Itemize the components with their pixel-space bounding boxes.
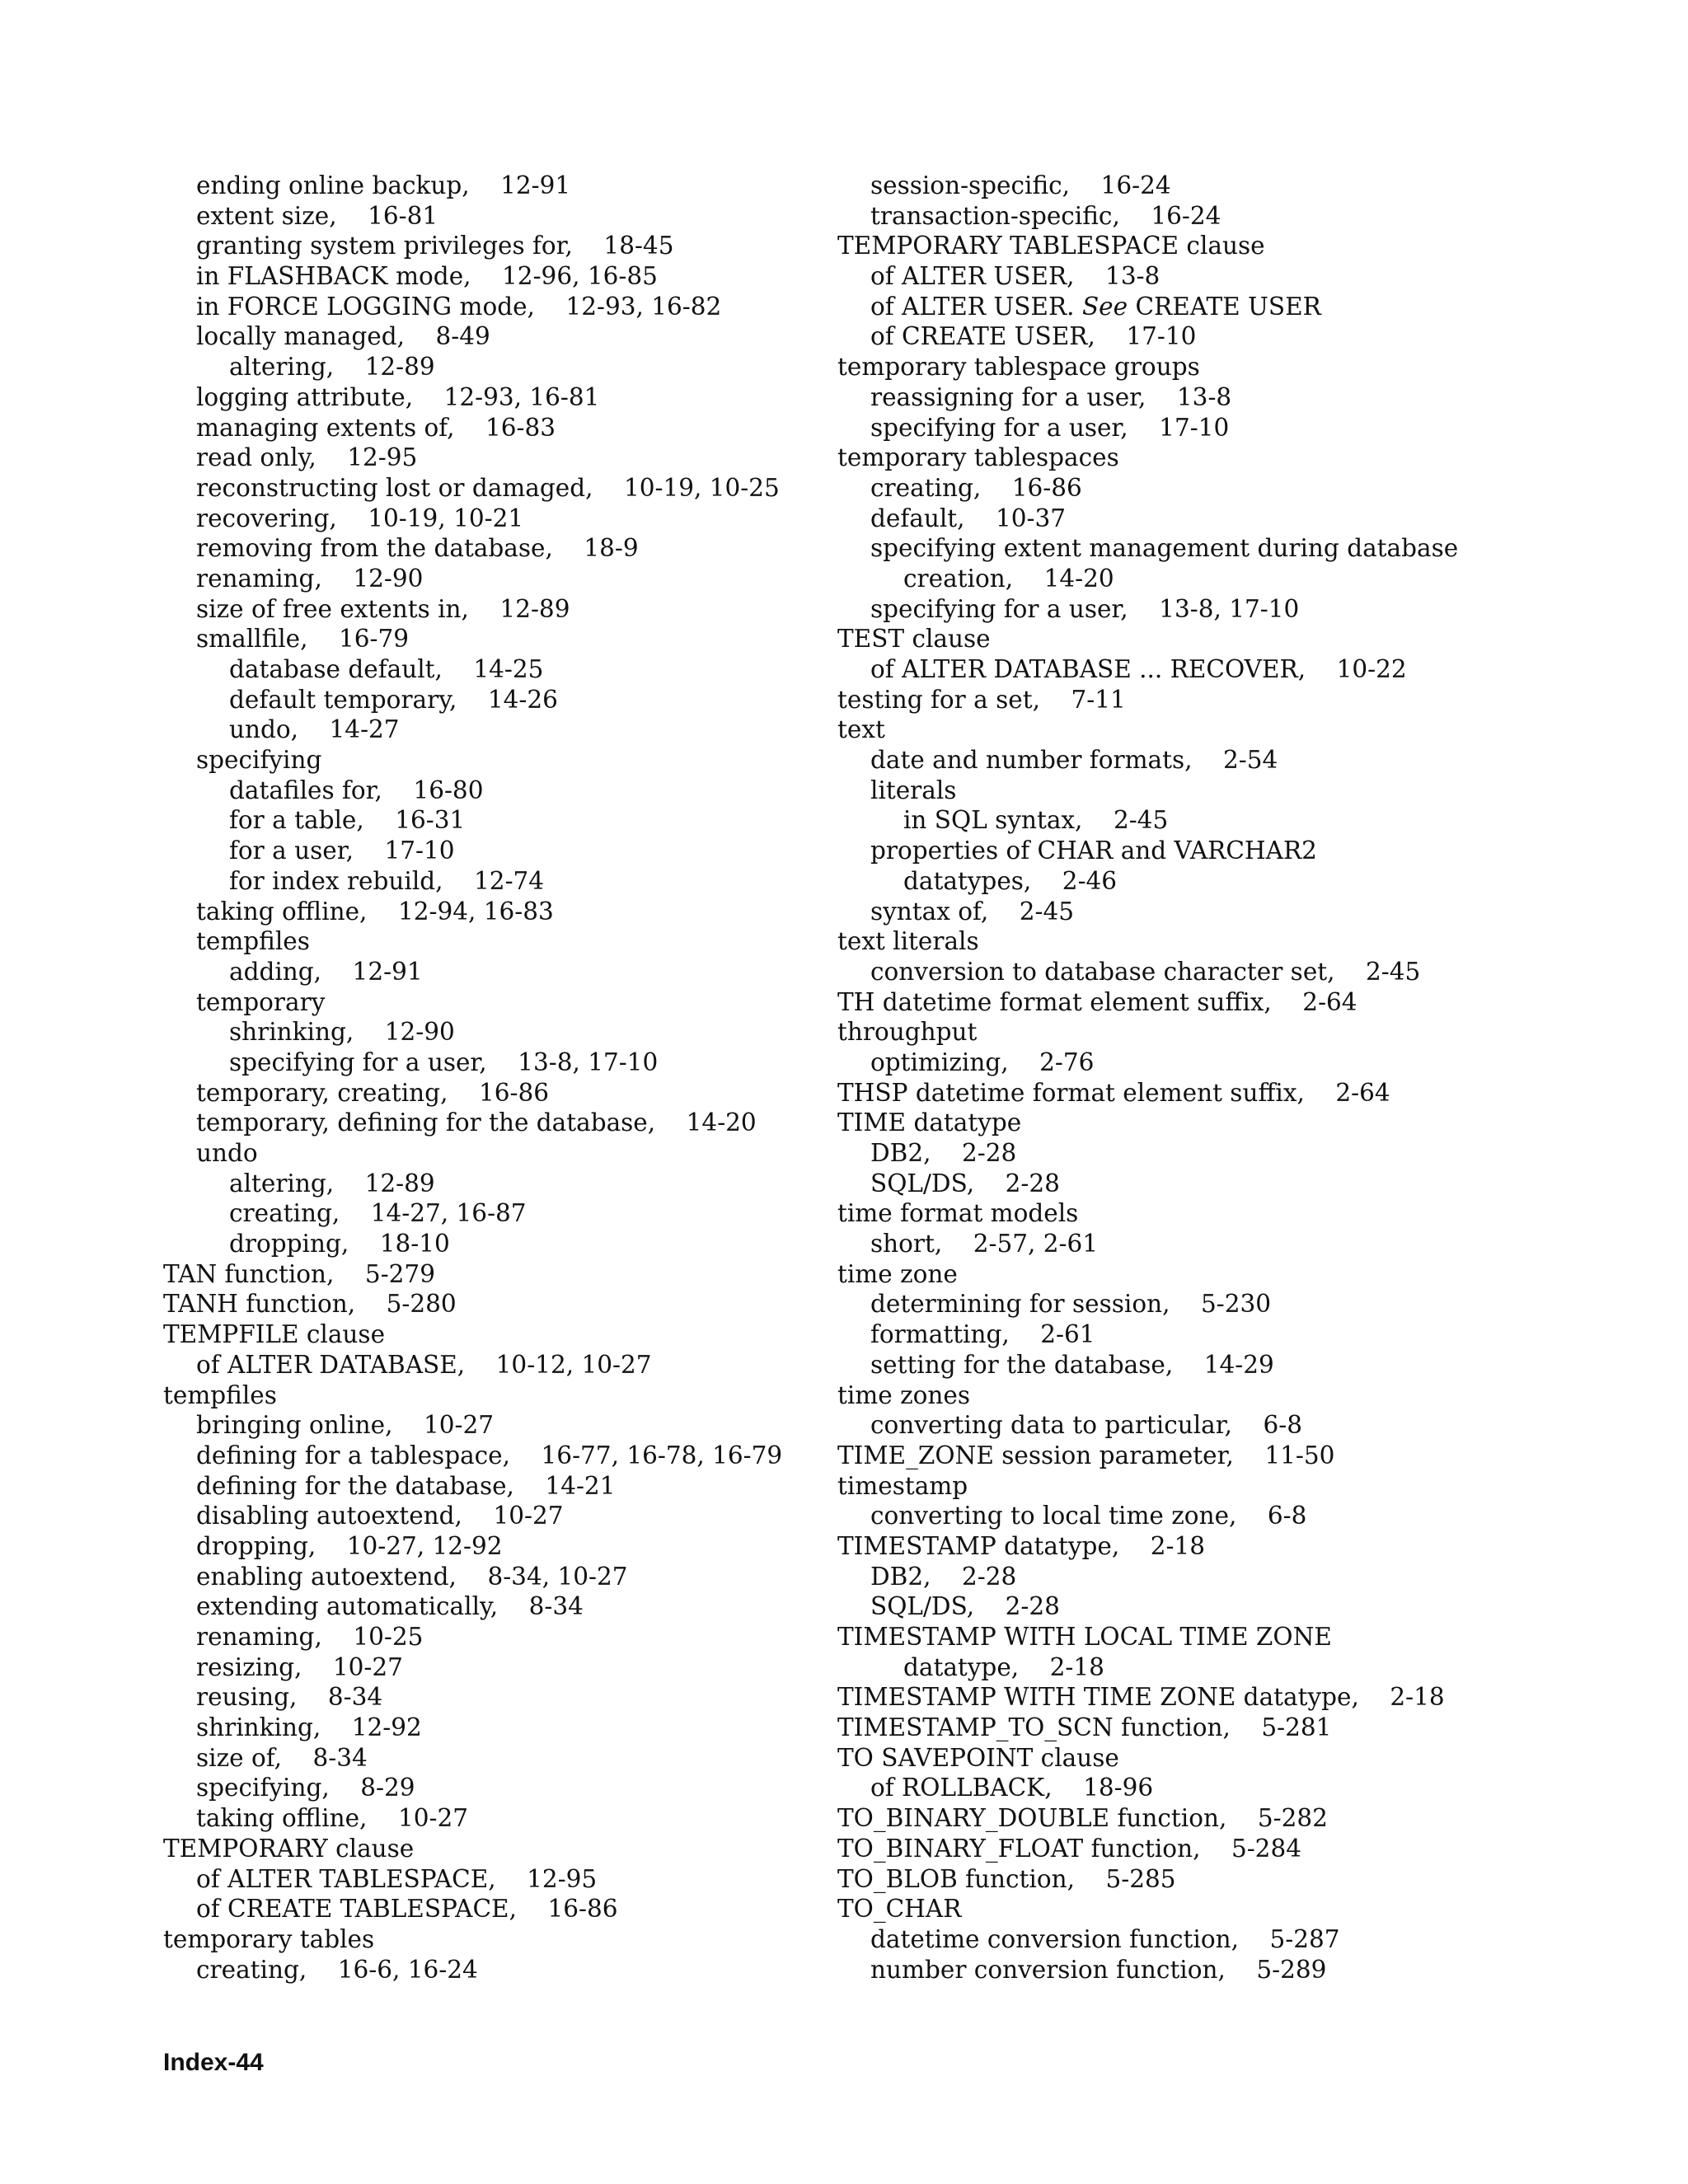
index-entry: DB2, 2-28: [870, 1562, 1017, 1591]
index-entry: [837, 292, 1530, 322]
index-entry: specifying: [196, 746, 322, 775]
index-entry: altering, 12-89: [229, 353, 435, 382]
index-entry: defining for the database, 14-21: [196, 1471, 616, 1500]
index-entry: enabling autoextend, 8-34, 10-27: [196, 1562, 628, 1591]
index-entry: tempfiles: [163, 1380, 277, 1409]
index-entry: logging attribute, 12-93, 16-81: [196, 382, 600, 411]
index-entry: dropping, 10-27, 12-92: [196, 1531, 503, 1560]
index-entry: size of free extents in, 12-89: [196, 594, 570, 623]
index-entry: TIMESTAMP WITH TIME ZONE datatype, 2-18: [837, 1683, 1445, 1712]
index-entry: creating, 16-86: [870, 473, 1082, 502]
index-entry: TIME datatype: [837, 1108, 1022, 1137]
index-entry: time zones: [837, 1380, 970, 1409]
index-entry: text literals: [837, 927, 979, 956]
index-entry: specifying for a user, 17-10: [870, 413, 1230, 442]
index-entry: properties of CHAR and VARCHAR2: [870, 837, 1317, 865]
index-entry: for a table, 16-31: [229, 806, 466, 835]
index-entry: TIME_ZONE session parameter, 11-50: [837, 1441, 1335, 1469]
index-entry: TH datetime format element suffix, 2-64: [837, 987, 1357, 1016]
index-entry: shrinking, 12-92: [196, 1713, 422, 1742]
index-entry: of ALTER USER, 13-8: [870, 262, 1160, 291]
index-entry: in FORCE LOGGING mode, 12-93, 16-82: [196, 292, 722, 321]
index-entry: database default, 14-25: [229, 655, 544, 683]
index-entry: specifying, 8-29: [196, 1774, 415, 1802]
index-entry: SQL/DS, 2-28: [870, 1592, 1060, 1621]
index-entry: TEMPORARY clause: [163, 1834, 415, 1863]
index-entry: default temporary, 14-26: [229, 685, 558, 714]
index-entry: temporary tablespace groups: [837, 353, 1200, 382]
index-entry: short, 2-57, 2-61: [870, 1230, 1099, 1258]
index-entry: in SQL syntax, 2-45: [903, 806, 1169, 835]
index-entry: THSP datetime format element suffix, 2-64: [837, 1078, 1390, 1107]
index-entry: time zone: [837, 1259, 958, 1288]
index-entry: TEST clause: [837, 625, 991, 654]
index-entry: datetime conversion function, 5-287: [870, 1924, 1340, 1953]
index-entry: determining for session, 5-230: [870, 1290, 1272, 1319]
index-entry: smallfile, 16-79: [196, 625, 410, 654]
index-entry: time format models: [837, 1199, 1079, 1228]
index-entry: TIMESTAMP WITH LOCAL TIME ZONE: [837, 1623, 1332, 1651]
index-entry: temporary: [196, 987, 326, 1016]
index-entry: converting data to particular, 6-8: [870, 1411, 1302, 1440]
index-entry: timestamp: [837, 1471, 968, 1500]
index-entry: shrinking, 12-90: [229, 1018, 455, 1047]
index-entry: of CREATE USER, 17-10: [870, 322, 1197, 351]
index-entry: extending automatically, 8-34: [196, 1592, 584, 1621]
index-entry: defining for a tablespace, 16-77, 16-78, 16-79: [196, 1441, 783, 1469]
index-entry: of ROLLBACK, 18-96: [870, 1774, 1154, 1802]
index-entry: undo, 14-27: [229, 715, 400, 744]
index-entry: read only, 12-95: [196, 443, 418, 472]
index-entry: altering, 12-89: [229, 1169, 435, 1197]
index-entry: size of, 8-34: [196, 1743, 368, 1772]
index-entry: specifying for a user, 13-8, 17-10: [229, 1047, 659, 1076]
index-entry: TAN function, 5-279: [163, 1259, 435, 1288]
index-entry: TO SAVEPOINT clause: [837, 1743, 1119, 1772]
index-entry: adding, 12-91: [229, 957, 423, 986]
index-entry: temporary, creating, 16-86: [196, 1078, 549, 1107]
index-entry: TIMESTAMP datatype, 2-18: [837, 1531, 1206, 1560]
index-entry: creating, 16-6, 16-24: [196, 1955, 478, 1984]
index-entry: TANH function, 5-280: [163, 1290, 457, 1319]
index-entry: creating, 14-27, 16-87: [229, 1199, 527, 1228]
index-entry: number conversion function, 5-289: [870, 1955, 1327, 1984]
index-entry: TO_BLOB function, 5-285: [837, 1864, 1176, 1893]
index-entry: resizing, 10-27: [196, 1652, 403, 1681]
index-entry: renaming, 10-25: [196, 1623, 424, 1651]
index-entry: DB2, 2-28: [870, 1139, 1017, 1167]
index-entry: TO_BINARY_FLOAT function, 5-284: [837, 1834, 1301, 1863]
index-entry: of ALTER DATABASE, 10-12, 10-27: [196, 1350, 652, 1379]
index-entry: TEMPFILE clause: [163, 1320, 386, 1349]
page-footer-label: Index-44: [163, 2049, 264, 2076]
index-entry: converting to local time zone, 6-8: [870, 1502, 1307, 1530]
index-entry: reconstructing lost or damaged, 10-19, 10-25: [196, 473, 780, 502]
index-entry: managing extents of, 16-83: [196, 413, 556, 442]
index-entry-text: of ALTER USER.: [870, 292, 1075, 321]
index-entry: granting system privileges for, 18-45: [196, 232, 674, 260]
index-entry: TO_BINARY_DOUBLE function, 5-282: [837, 1804, 1328, 1833]
index-entry: conversion to database character set, 2-45: [870, 957, 1421, 986]
index-entry: removing from the database, 18-9: [196, 534, 639, 563]
index-entry: formatting, 2-61: [870, 1320, 1095, 1349]
index-entry: text: [837, 715, 885, 744]
index-entry: locally managed, 8-49: [196, 322, 490, 351]
see-reference: See: [1081, 292, 1128, 321]
index-entry: optimizing, 2-76: [870, 1047, 1095, 1076]
index-entry: TEMPORARY TABLESPACE clause: [837, 232, 1265, 260]
index-entry: dropping, 18-10: [229, 1230, 450, 1258]
see-target: CREATE USER: [1128, 292, 1321, 321]
index-entry: temporary tables: [163, 1924, 375, 1953]
index-column-right: [837, 171, 1530, 1985]
index-entry: renaming, 12-90: [196, 564, 424, 593]
index-entry: default, 10-37: [870, 504, 1067, 532]
index-entry: taking offline, 12-94, 16-83: [196, 897, 554, 926]
index-entry: date and number formats, 2-54: [870, 746, 1278, 775]
index-entry: specifying extent management during database: [870, 534, 1459, 563]
index-entry: session-specific, 16-24: [870, 171, 1171, 199]
index-entry: in FLASHBACK mode, 12-96, 16-85: [196, 262, 658, 291]
index-entry: reassigning for a user, 13-8: [870, 382, 1232, 411]
index-entry: for index rebuild, 12-74: [229, 866, 545, 895]
index-entry: of CREATE TABLESPACE, 16-86: [196, 1895, 618, 1924]
index-entry: datafiles for, 16-80: [229, 776, 484, 804]
index-entry: tempfiles: [196, 927, 310, 956]
index-entry: temporary, defining for the database, 14-20: [196, 1108, 757, 1137]
index-entry: bringing online, 10-27: [196, 1411, 495, 1440]
index-entry: specifying for a user, 13-8, 17-10: [870, 594, 1300, 623]
index-entry: ending online backup, 12-91: [196, 171, 571, 199]
index-entry: throughput: [837, 1018, 978, 1047]
index-entry: transaction-specific, 16-24: [870, 201, 1221, 230]
index-entry: setting for the database, 14-29: [870, 1350, 1274, 1379]
index-column-left: [163, 171, 856, 1985]
index-entry: disabling autoextend, 10-27: [196, 1502, 564, 1530]
index-entry: TO_CHAR: [837, 1895, 962, 1924]
index-entry: syntax of, 2-45: [870, 897, 1075, 926]
index-entry: creation, 14-20: [903, 564, 1114, 593]
index-entry: TIMESTAMP_TO_SCN function, 5-281: [837, 1713, 1332, 1742]
index-entry: testing for a set, 7-11: [837, 685, 1126, 714]
index-entry: SQL/DS, 2-28: [870, 1169, 1060, 1197]
index-entry: reusing, 8-34: [196, 1683, 383, 1712]
index-entry: of ALTER TABLESPACE, 12-95: [196, 1864, 598, 1893]
index-entry: literals: [870, 776, 957, 804]
index-entry: undo: [196, 1139, 258, 1167]
index-entry: datatypes, 2-46: [903, 866, 1118, 895]
index-entry: recovering, 10-19, 10-21: [196, 504, 524, 532]
index-entry: datatype, 2-18: [903, 1652, 1104, 1681]
index-entry: extent size, 16-81: [196, 201, 438, 230]
index-entry: for a user, 17-10: [229, 837, 455, 865]
index-entry: taking offline, 10-27: [196, 1804, 468, 1833]
index-entry: temporary tablespaces: [837, 443, 1119, 472]
index-entry: of ALTER DATABASE ... RECOVER, 10-22: [870, 655, 1407, 683]
